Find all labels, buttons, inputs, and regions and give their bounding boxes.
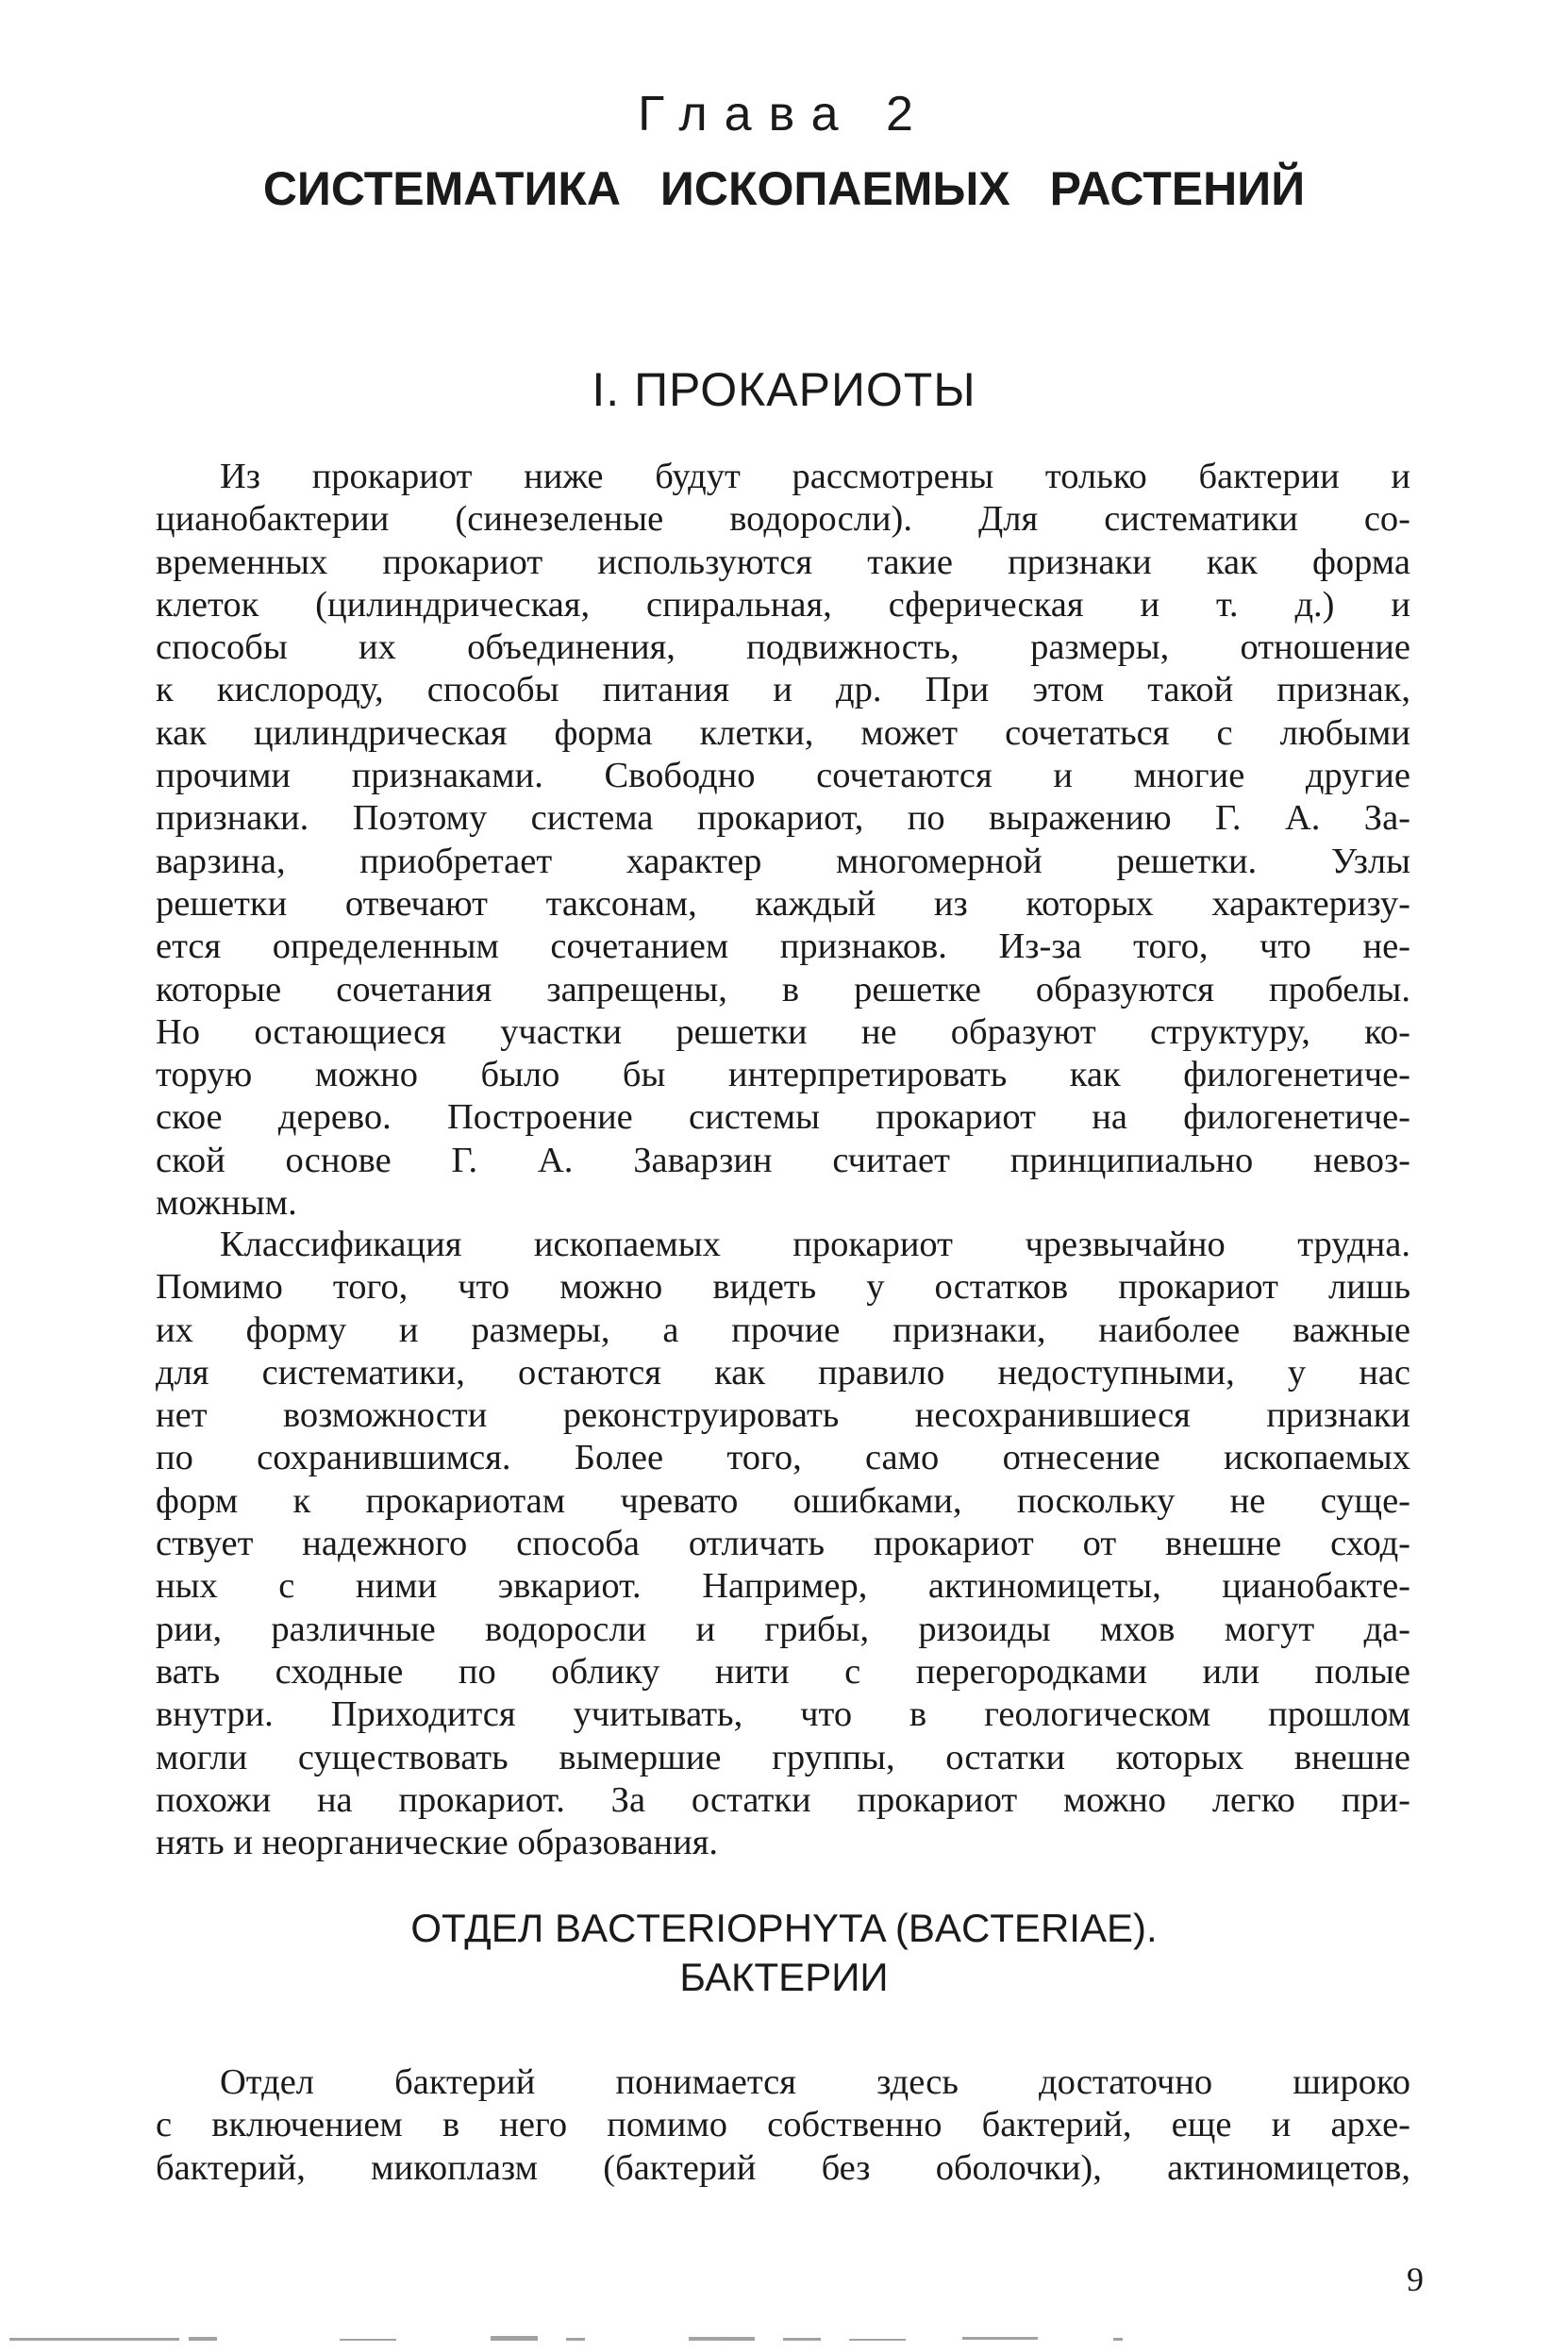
text-line: ствует надежного способа отличать прокариот от внешне сход- [156, 1524, 1410, 1564]
text-line: способы их объединения, подвижность, размеры, отношение [156, 627, 1410, 668]
text-line: нять и неорганические образования. [156, 1823, 719, 1863]
text-line: с включением в него помимо собственно бактерий, еще и архе- [156, 2105, 1410, 2145]
chapter-title: СИСТЕМАТИКА ИСКОПАЕМЫХ РАСТЕНИЙ [262, 162, 1306, 215]
text-line: для систематики, остаются как правило недоступными, у нас [156, 1352, 1410, 1393]
section-title: I. ПРОКАРИОТЫ [592, 363, 976, 416]
text-line: Но остающиеся участки решетки не образуют структуру, ко- [156, 1011, 1410, 1052]
text-line: торую можно было бы интерпретировать как филогенетиче- [156, 1055, 1410, 1095]
scan-edge-artifact [0, 2330, 1568, 2347]
text-line: к кислороду, способы питания и др. При этом такой признак, [156, 670, 1410, 710]
text-line: временных прокариот используются такие признаки как форма [156, 542, 1410, 582]
text-line: по сохранившимся. Более того, само отнесение ископаемых [156, 1438, 1410, 1478]
subsection-title-line: ОТДЕЛ BACTERIOPHYTA (BACTERIAE). [410, 1906, 1158, 1950]
text-line: которые сочетания запрещены, в решетке образуются пробелы. [156, 969, 1410, 1009]
text-line: ется определенным сочетанием признаков. Из-за того, что не- [156, 926, 1410, 967]
text-line: Помимо того, что можно видеть у остатков прокариот лишь [156, 1267, 1410, 1308]
text-line: внутри. Приходится учитывать, что в геологическом прошлом [156, 1694, 1410, 1735]
text-line: вать сходные по облику нити с перегородками или полые [156, 1651, 1410, 1692]
paragraph-bacteria-division [156, 2061, 1410, 2190]
text-line: рии, различные водоросли и грибы, ризоиды мхов могут да- [156, 1609, 1410, 1649]
paragraph-prokaryotes-intro [156, 456, 1410, 1225]
text-line: как цилиндрическая форма клетки, может сочетаться с любыми [156, 712, 1410, 753]
text-line: прочими признаками. Свободно сочетаются и многие другие [156, 756, 1410, 796]
text-line: можным. [156, 1183, 297, 1224]
text-line: форм к прокариотам чревато ошибками, поскольку не суще- [156, 1480, 1410, 1521]
text-line: Из прокариот ниже будут рассмотрены только бактерии и [220, 457, 1410, 496]
text-line: варзина, приобретает характер многомерной решетки. Узлы [156, 841, 1410, 881]
chapter-label: Глава 2 [638, 87, 930, 142]
text-line: признаки. Поэтому система прокариот, по выражению Г. А. За- [156, 798, 1410, 839]
text-line: могли существовать вымершие группы, остатки которых внешне [156, 1737, 1410, 1777]
text-line: ской основе Г. А. Заварзин считает принципиально невоз- [156, 1140, 1410, 1180]
page-number: 9 [1407, 2260, 1424, 2298]
text-line: решетки отвечают таксонам, каждый из которых характеризу- [156, 883, 1410, 924]
text-line: клеток (цилиндрическая, спиральная, сферическая и т. д.) и [156, 584, 1410, 625]
subsection-title [0, 1904, 1568, 2002]
text-line: Отдел бактерий понимается здесь достаточно широко [220, 2062, 1410, 2102]
text-line: ское дерево. Построение системы прокариот на филогенетиче- [156, 1097, 1410, 1138]
text-line: бактерий, микоплазм (бактерий без оболочки), актиномицетов, [156, 2147, 1410, 2188]
paragraph-fossil-classification [156, 1224, 1410, 1864]
text-line: их форму и размеры, а прочие признаки, наиболее важные [156, 1309, 1410, 1350]
subsection-title-line: БАКТЕРИИ [679, 1955, 889, 1999]
text-line: цианобактерии (синезеленые водоросли). Для систематики со- [156, 499, 1410, 540]
text-line: нет возможности реконструировать несохранившиеся признаки [156, 1395, 1410, 1436]
text-line: ных с ними эвкариот. Например, актиномицеты, цианобакте- [156, 1566, 1410, 1607]
text-line: похожи на прокариот. За остатки прокариот можно легко при- [156, 1779, 1410, 1820]
text-line: Классификация ископаемых прокариот чрезвычайно трудна. [220, 1225, 1410, 1264]
